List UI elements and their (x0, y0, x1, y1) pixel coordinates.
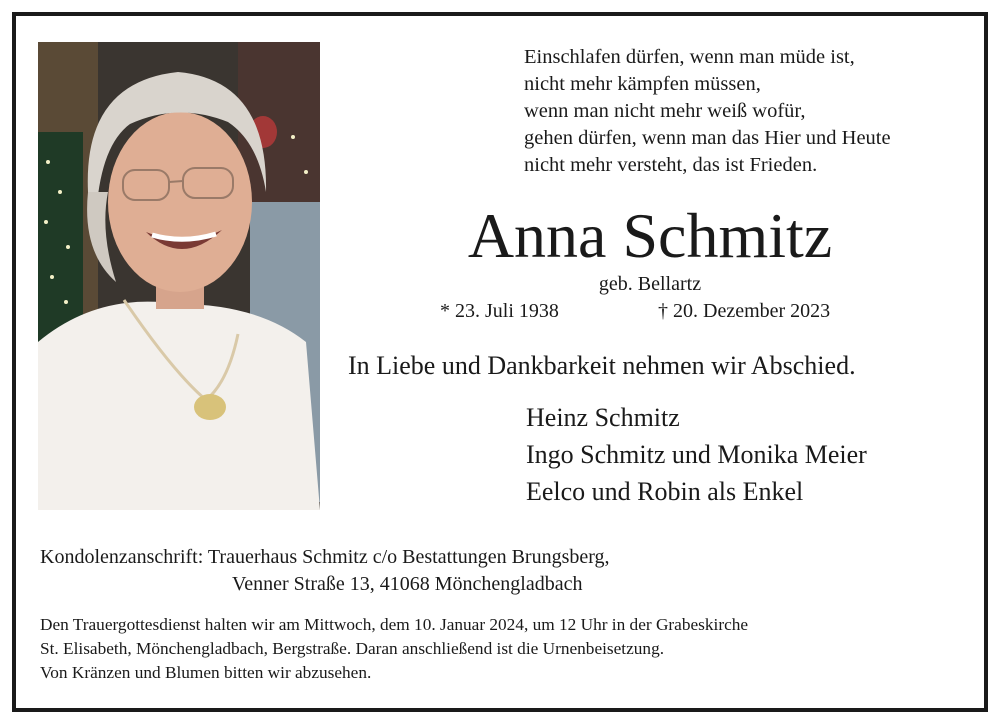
portrait-photo (38, 42, 320, 510)
farewell-line: In Liebe und Dankbarkeit nehmen wir Abschied. (348, 351, 856, 380)
service-line: Von Kränzen und Blumen bitten wir abzusehen. (40, 663, 372, 682)
verse-line: nicht mehr kämpfen müssen, (524, 73, 761, 95)
address-line: Venner Straße 13, 41068 Mönchengladbach (232, 573, 583, 595)
verse-line: Einschlafen dürfen, wenn man müde ist, (524, 46, 855, 68)
service-info (40, 613, 748, 685)
family-member: Eelco und Robin als Enkel (526, 477, 804, 506)
service-line: Den Trauergottesdienst halten wir am Mittwoch, dem 10. Januar 2024, um 12 Uhr in der Grabeskirche (40, 615, 749, 634)
verse-line: nicht mehr versteht, das ist Frieden. (524, 154, 818, 176)
service-line: St. Elisabeth, Mönchengladbach, Bergstraße. Daran anschließend ist die Urnenbeisetzung. (40, 639, 665, 658)
birth-date: * 23. Juli 1938 (440, 300, 559, 322)
family-member: Ingo Schmitz und Monika Meier (526, 440, 867, 469)
condolence-address (40, 544, 610, 598)
poem-verse (524, 44, 964, 179)
verse-line: wenn man nicht mehr weiß wofür, (524, 100, 806, 122)
maiden-name: geb. Bellartz (598, 273, 702, 295)
family-list (526, 399, 867, 510)
death-date: † 20. Dezember 2023 (658, 300, 831, 322)
verse-line: gehen dürfen, wenn man das Hier und Heute (524, 127, 891, 149)
family-member: Heinz Schmitz (526, 403, 680, 432)
deceased-name: Anna Schmitz (467, 200, 833, 271)
address-line: Kondolenzanschrift: Trauerhaus Schmitz c/o Bestattungen Brungsberg, (40, 546, 610, 568)
